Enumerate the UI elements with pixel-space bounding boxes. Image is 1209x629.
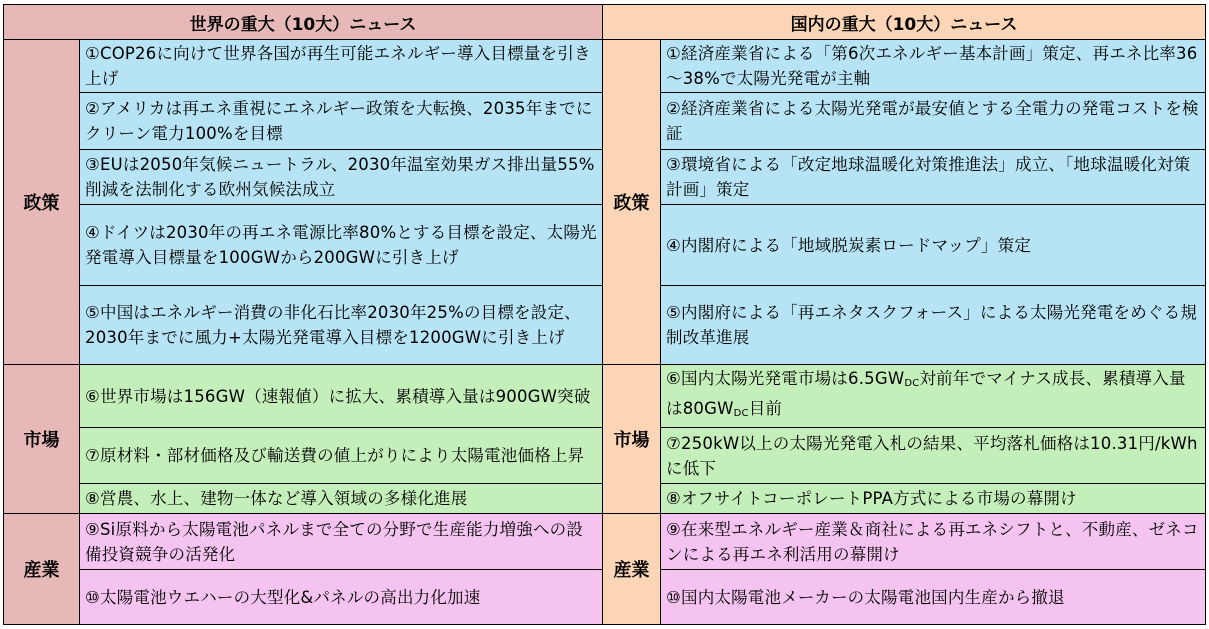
world-policy-item: ④ドイツは2030年の再エネ電源比率80%とする目標を設定、太陽光発電導入目標量を100GWから200GWに引き上げ: [80, 205, 603, 286]
world-market-item: ⑦原材料・部材価格及び輸送費の値上がりにより太陽電池価格上昇: [80, 428, 603, 484]
domestic-policy-item: ⑤内閣府による「再エネタスクフォース」による太陽光発電をめぐる規制改革進展: [661, 286, 1206, 365]
domestic-category-policy: 政策: [603, 40, 661, 365]
domestic-news-header: 国内の重大（10大）ニュース: [603, 5, 1206, 40]
domestic-market-item: ⑧オフサイトコーポレートPPA方式による市場の幕開け: [661, 484, 1206, 514]
world-policy-item: ②アメリカは再エネ重視にエネルギー政策を大転換、2035年までにクリーン電力100%を目標: [80, 93, 603, 150]
domestic-market-item: ⑥国内太陽光発電市場は$6.5GW_{DC}$対前年でマイナス成長、累積導入量は$80GW_{DC}$目前: [661, 365, 1206, 428]
world-industry-item: ⑩太陽電池ウエハーの大型化&パネルの高出力化加速: [80, 570, 603, 625]
domestic-category-industry: 産業: [603, 514, 661, 625]
world-policy-item: ③EUは2050年気候ニュートラル、2030年温室効果ガス排出量55%削減を法制化する欧州気候法成立: [80, 150, 603, 205]
domestic-category-market: 市場: [603, 365, 661, 514]
table-row: [4, 365, 1206, 428]
world-policy-item: ⑤中国はエネルギー消費の非化石比率2030年25%の目標を設定、2030年までに風力+太陽光発電導入目標を1200GWに引き上げ: [80, 286, 603, 365]
world-category-policy: 政策: [4, 40, 80, 365]
domestic-policy-item: ②経済産業省による太陽光発電が最安値とする全電力の発電コストを検証: [661, 93, 1206, 150]
world-news-header: 世界の重大（10大）ニュース: [4, 5, 603, 40]
world-industry-item: ⑨Si原料から太陽電池パネルまで全ての分野で生産能力増強への設備投資競争の活発化: [80, 514, 603, 570]
world-market-item: ⑥世界市場は156GW（速報値）に拡大、累積導入量は900GW突破: [80, 365, 603, 428]
world-market-item: ⑧営農、水上、建物一体など導入領域の多様化進展: [80, 484, 603, 514]
domestic-industry-item: ⑨在来型エネルギー産業＆商社による再エネシフトと、不動産、ゼネコンによる再エネ利活用の幕開け: [661, 514, 1206, 570]
domestic-market-item: ⑦250kW以上の太陽光発電入札の結果、平均落札価格は10.31円/kWhに低下: [661, 428, 1206, 484]
table-row: [4, 514, 1206, 570]
world-category-industry: 産業: [4, 514, 80, 625]
domestic-industry-item: ⑩国内太陽電池メーカーの太陽電池国内生産から撤退: [661, 570, 1206, 625]
domestic-policy-item: ①経済産業省による「第6次エネルギー基本計画」策定、再エネ比率36～38%で太陽光発電が主軸: [661, 40, 1206, 93]
domestic-policy-item: ④内閣府による「地域脱炭素ロードマップ」策定: [661, 205, 1206, 286]
world-category-market: 市場: [4, 365, 80, 514]
header-row: [4, 5, 1206, 40]
news-table: [3, 4, 1206, 625]
domestic-policy-item: ③環境省による「改定地球温暖化対策推進法」成立、「地球温暖化対策計画」策定: [661, 150, 1206, 205]
world-policy-item: ①COP26に向けて世界各国が再生可能エネルギー導入目標量を引き上げ: [80, 40, 603, 93]
table-row: [4, 40, 1206, 93]
